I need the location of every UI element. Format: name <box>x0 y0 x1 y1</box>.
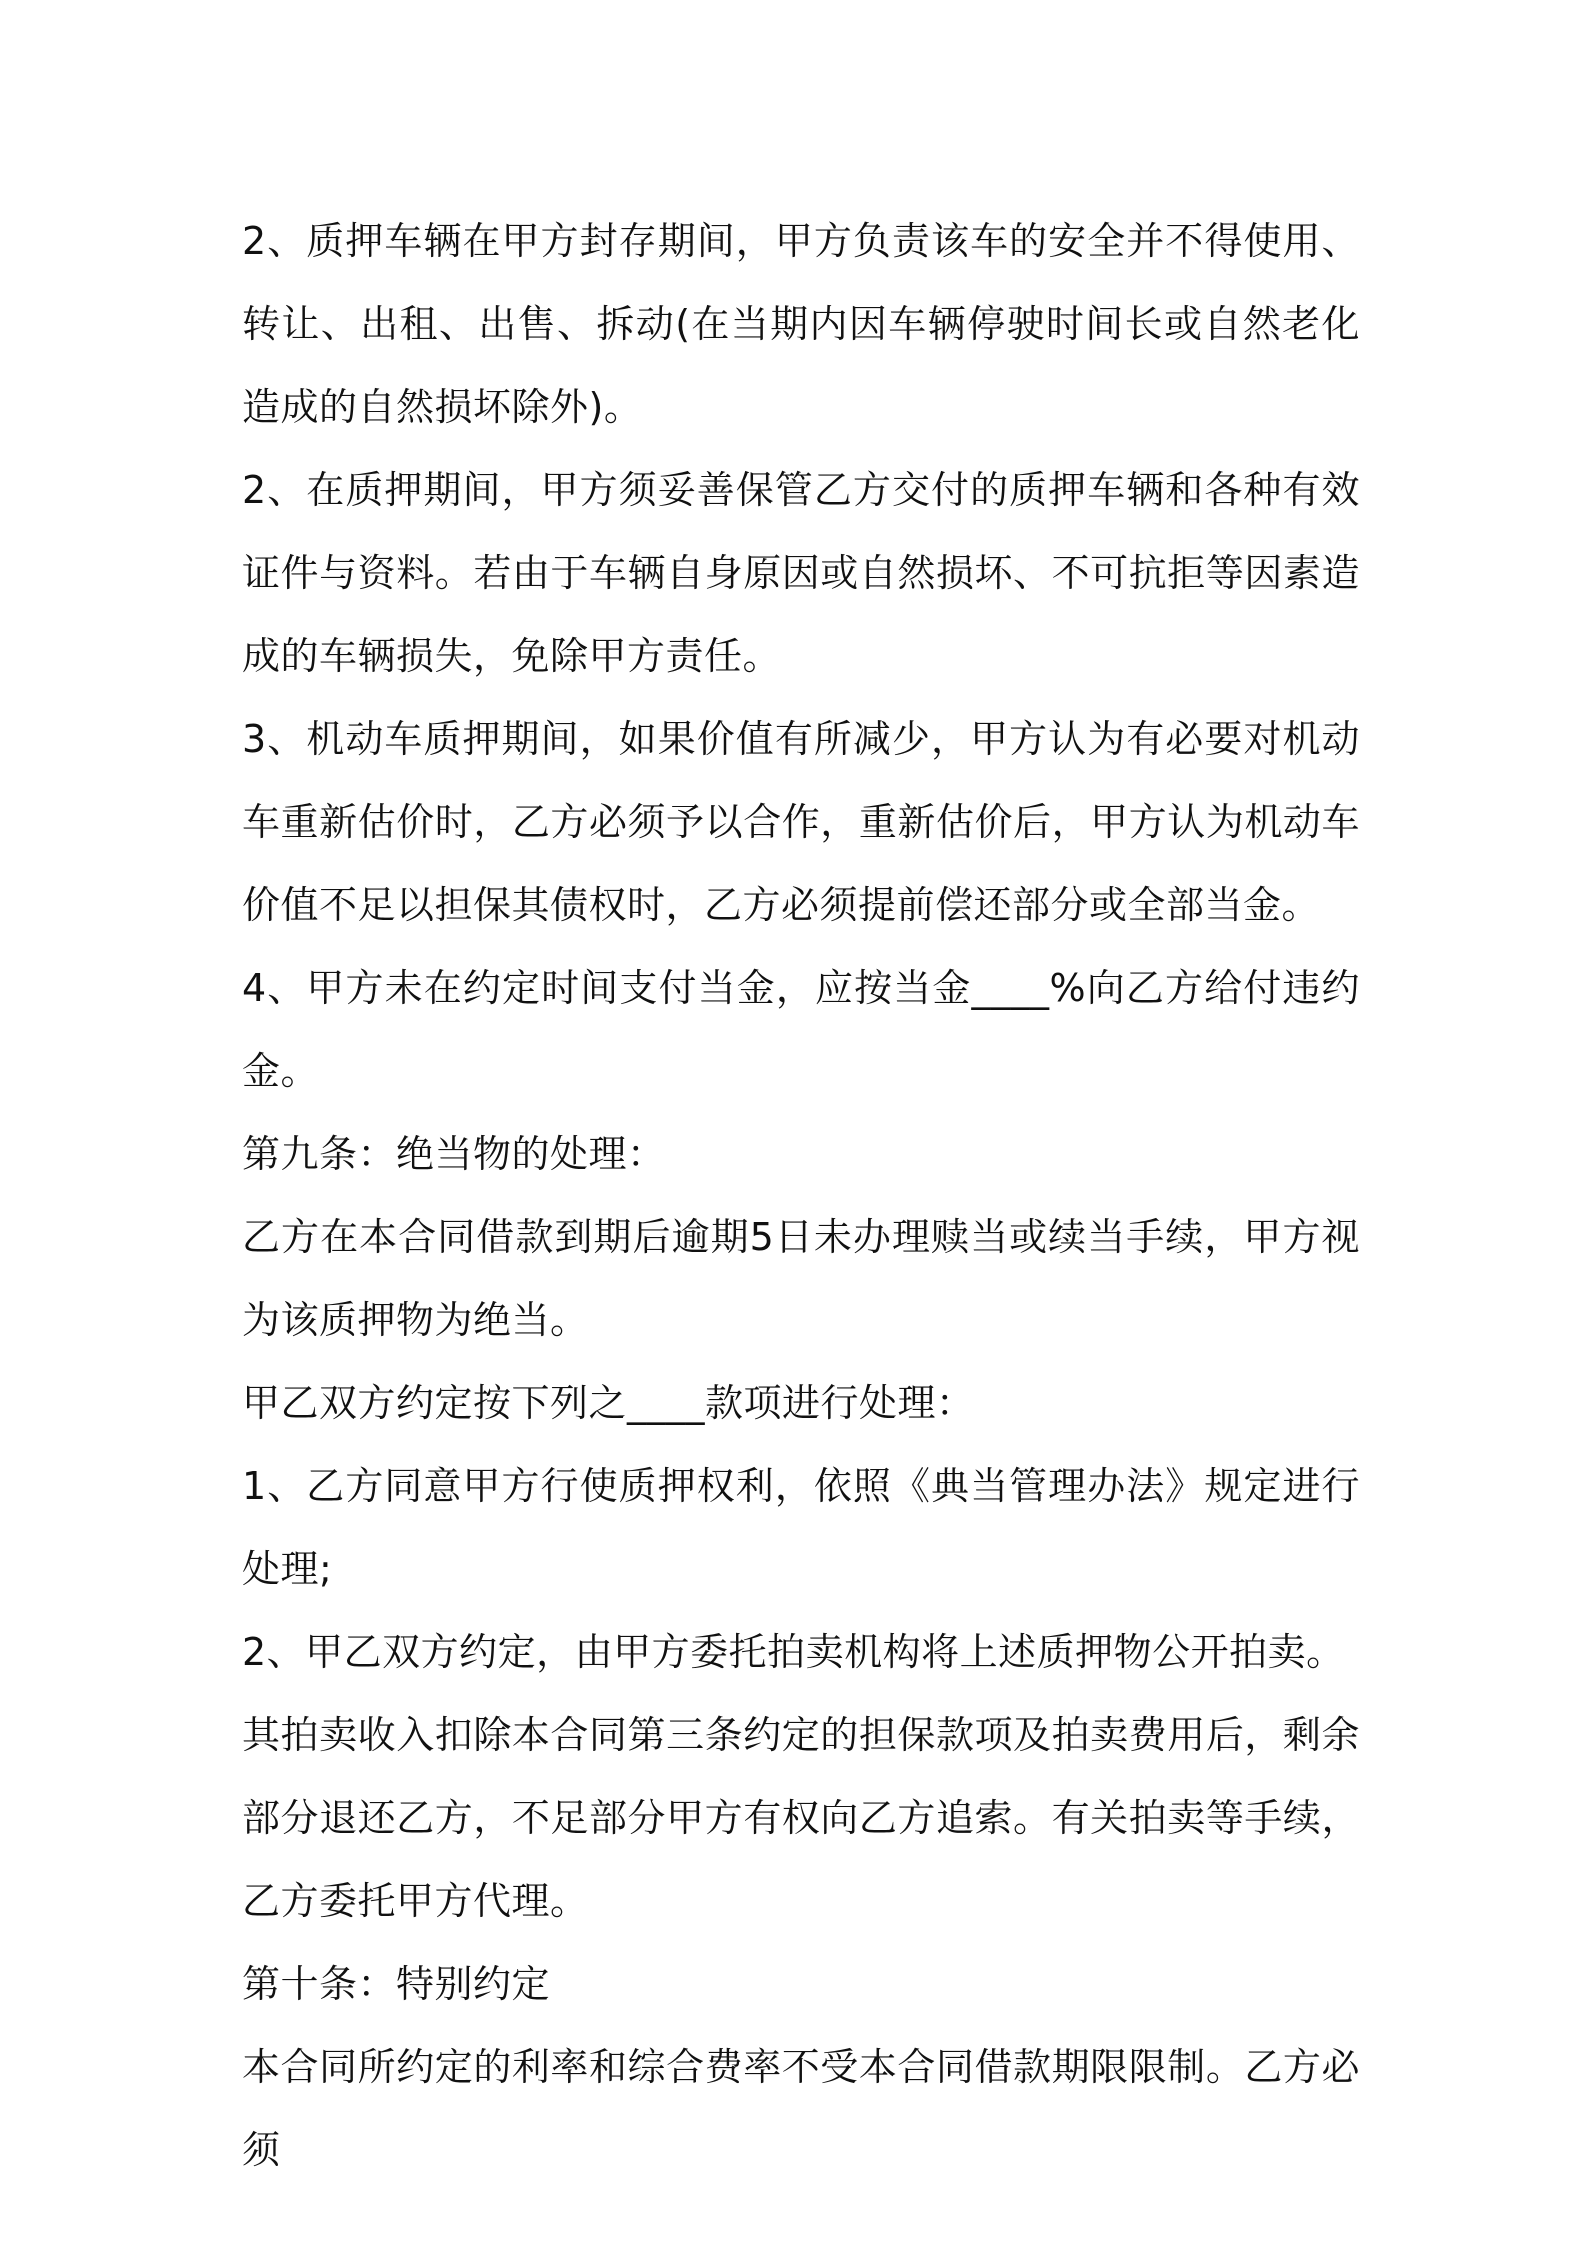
clause-pledged-vehicle-sealing: 2、质押车辆在甲方封存期间，甲方负责该车的安全并不得使用、转让、出租、出售、拆动(在当期内因车辆停驶时间长或自然老化造成的自然损坏除外)。 <box>242 219 1360 429</box>
clause-special-agreement: 本合同所约定的利率和综合费率不受本合同借款期限限制。乙方必须 <box>242 2045 1360 2172</box>
clause-handling-choice: 甲乙双方约定按下列之____款项进行处理： <box>242 1381 975 1425</box>
article-ten-heading: 第十条：特别约定 <box>242 1962 551 2006</box>
clause-pledge-custody: 2、在质押期间，甲方须妥善保管乙方交付的质押车辆和各种有效证件与资料。若由于车辆自身原因或自然损坏、不可抗拒等因素造成的车辆损失，免除甲方责任。 <box>242 468 1360 678</box>
clause-forfeiture: 乙方在本合同借款到期后逾期5日未办理赎当或续当手续，甲方视为该质押物为绝当。 <box>242 1215 1360 1342</box>
clause-penalty: 4、甲方未在约定时间支付当金，应按当金____%向乙方给付违约金。 <box>242 966 1360 1093</box>
option-two: 2、甲乙双方约定，由甲方委托拍卖机构将上述质押物公开拍卖。 <box>242 1630 1345 1674</box>
clause-auction-proceeds: 其拍卖收入扣除本合同第三条约定的担保款项及拍卖费用后，剩余部分退还乙方，不足部分甲方有权向乙方追索。有关拍卖等手续，乙方委托甲方代理。 <box>242 1713 1360 1923</box>
document-body <box>242 200 1360 2192</box>
clause-revaluation: 3、机动车质押期间，如果价值有所减少，甲方认为有必要对机动车重新估价时，乙方必须予以合作，重新估价后，甲方认为机动车价值不足以担保其债权时，乙方必须提前偿还部分或全部当金。 <box>242 717 1360 927</box>
article-nine-heading: 第九条：绝当物的处理： <box>242 1132 666 1176</box>
option-one: 1、乙方同意甲方行使质押权利，依照《典当管理办法》规定进行处理; <box>242 1464 1360 1591</box>
